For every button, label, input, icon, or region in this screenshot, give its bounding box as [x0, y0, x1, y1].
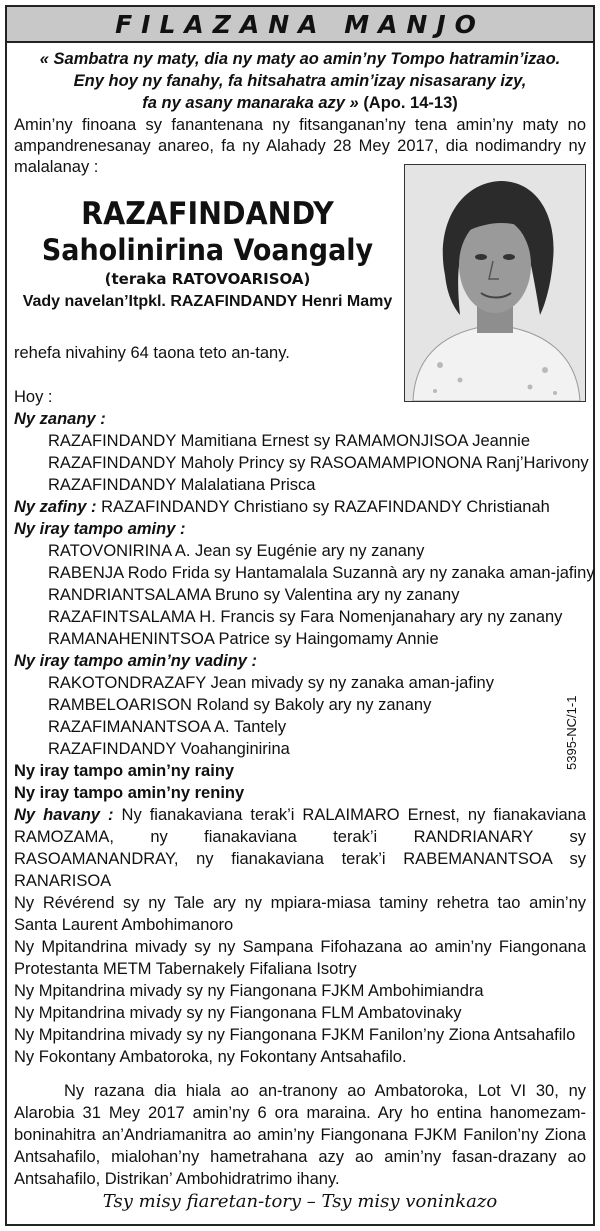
deceased-name-block	[10, 196, 405, 313]
sibling-entry: RATOVONIRINA A. Jean sy Eugénie ary ny zanany	[48, 542, 425, 560]
funeral-paragraph: Ny razana dia hiala ao an-tranony ao Ambatoroka, Lot VI 30, ny Alarobia 31 Mey 2017 amin’ny 6 ora maraina. Ary ho entina hanomezam-boninahitra an’Andriamanitra ao amin’ny Fiangonana FJKM Fanilon’ny Ziona Antsahafilo, mialohan’ny hametrahana azy ao amin’ny fasan-drazany ao Antsahafilo, Distrikan’ Ambohidratrimo ihany.	[14, 1082, 586, 1188]
motto-line: Tsy misy fiaretan-tory – Tsy misy voninkazo	[102, 1191, 498, 1212]
verse-line-1: « Sambatra ny maty, dia ny maty ao amin’ny Tompo hatramin’izao.	[39, 50, 561, 68]
sibling-entry: RAZAFINTSALAMA H. Francis sy Fara Nomenjanahary ary ny zanany	[48, 608, 563, 626]
grandchildren-row	[14, 496, 550, 518]
in-law-entry: RAZAFINDANDY Voahanginirina	[48, 740, 290, 758]
in-law-entry: RAKOTONDRAZAFY Jean mivady sy ny zanaka aman-jafiny	[48, 674, 494, 692]
spouse-line: Vady navelan’Itpkl. RAZAFINDANDY Henri Mamy	[22, 293, 393, 310]
age-line: rehefa nivahiny 64 taona teto an-tany.	[14, 344, 290, 362]
deceased-surname: RAZAFINDANDY	[81, 196, 334, 232]
portrait-illustration	[405, 165, 585, 401]
sibling-entry: RAMANAHENINTSOA Patrice sy Haingomamy Annie	[48, 630, 439, 648]
deceased-given-names: Saholinirina Voangaly	[41, 233, 374, 267]
notice-header	[7, 7, 593, 43]
verse-line-2: Eny hoy ny fanahy, fa hitsahatra amin’izay nisasarany izy,	[73, 72, 527, 90]
deceased-maiden-name: (teraka RATOVOARISOA)	[104, 270, 311, 288]
children-label: Ny zanany :	[14, 410, 106, 428]
grandchildren-names: RAZAFINDANDY Christiano sy RAZAFINDANDY Christianah	[101, 498, 550, 516]
in-law-entry: RAMBELOARISON Roland sy Bakoly ary ny zanany	[48, 696, 432, 714]
association-entry: Ny Mpitandrina mivady sy ny Sampana Fifohazana ao amin’ny Fiangonana Protestanta METM Tabernakely Fifaliana Isotry	[14, 938, 586, 978]
siblings-label: Ny iray tampo aminy :	[14, 520, 186, 538]
deceased-portrait-photo	[404, 164, 586, 402]
father-side-line: Ny iray tampo amin’ny rainy	[14, 762, 235, 780]
association-entry: Ny Mpitandrina mivady sy ny Fiangonana FLM Ambatovinaky	[14, 1004, 462, 1022]
in-law-entry: RAZAFIMANANTSOA A. Tantely	[48, 718, 287, 736]
relatives-paragraph	[14, 804, 586, 892]
intro-paragraph: Amin’ny finoana sy fanantenana ny fitsanganan’ny tena amin’ny maty no ampandrenesanay anareo, fa ny Alahady 28 Mey 2017, dia nodimandry ny malalanay :	[14, 116, 586, 176]
association-entry: Ny Révérend sy ny Tale ary ny mpiara-miasa taminy rehetra tao amin’ny Santa Laurent Ambohimanoro	[14, 894, 586, 934]
association-entry: Ny Mpitandrina mivady sy ny Fiangonana FJKM Ambohimiandra	[14, 982, 484, 1000]
verse-line-3-wrap	[14, 92, 586, 114]
mother-side-line: Ny iray tampo amin’ny reniny	[14, 784, 245, 802]
association-entry: Ny Fokontany Ambatoroka, ny Fokontany Antsahafilo.	[14, 1048, 407, 1066]
in-laws-label: Ny iray tampo amin’ny vadiny :	[14, 652, 257, 670]
relatives-text: Ny fianakaviana terak’i RALAIMARO Ernest, ny fianakaviana RAMOZAMA, ny fianakaviana terak’i RANDRIANARY sy RASOAMANANDRAY, ny fianakaviana terak’i RABEMANANTSOA sy RANARISOA	[14, 806, 587, 890]
verse-reference: (Apo. 14-13)	[363, 94, 458, 112]
ad-reference-code: 5395-NC/1-1	[564, 695, 579, 770]
child-entry: RAZAFINDANDY Malalatiana Prisca	[48, 476, 316, 494]
relatives-label: Ny havany :	[14, 806, 114, 824]
notice-title: FILAZANA MANJO	[115, 9, 485, 39]
sibling-entry: RABENJA Rodo Frida sy Hantamalala Suzannà ary ny zanaka aman-jafiny	[48, 564, 595, 582]
bible-verse	[14, 48, 586, 114]
child-entry: RAZAFINDANDY Mamitiana Ernest sy RAMAMONJISOA Jeannie	[48, 432, 530, 450]
hoy-label: Hoy :	[14, 388, 53, 406]
grandchildren-label: Ny zafiny :	[14, 498, 97, 516]
child-entry: RAZAFINDANDY Maholy Princy sy RASOAMAMPIONONA Ranj’Harivony	[48, 454, 589, 472]
association-entry: Ny Mpitandrina mivady sy ny Fiangonana FJKM Fanilon’ny Ziona Antsahafilo	[14, 1026, 576, 1044]
sibling-entry: RANDRIANTSALAMA Bruno sy Valentina ary ny zanany	[48, 586, 460, 604]
verse-line-3: fa ny asany manaraka azy »	[142, 94, 359, 112]
